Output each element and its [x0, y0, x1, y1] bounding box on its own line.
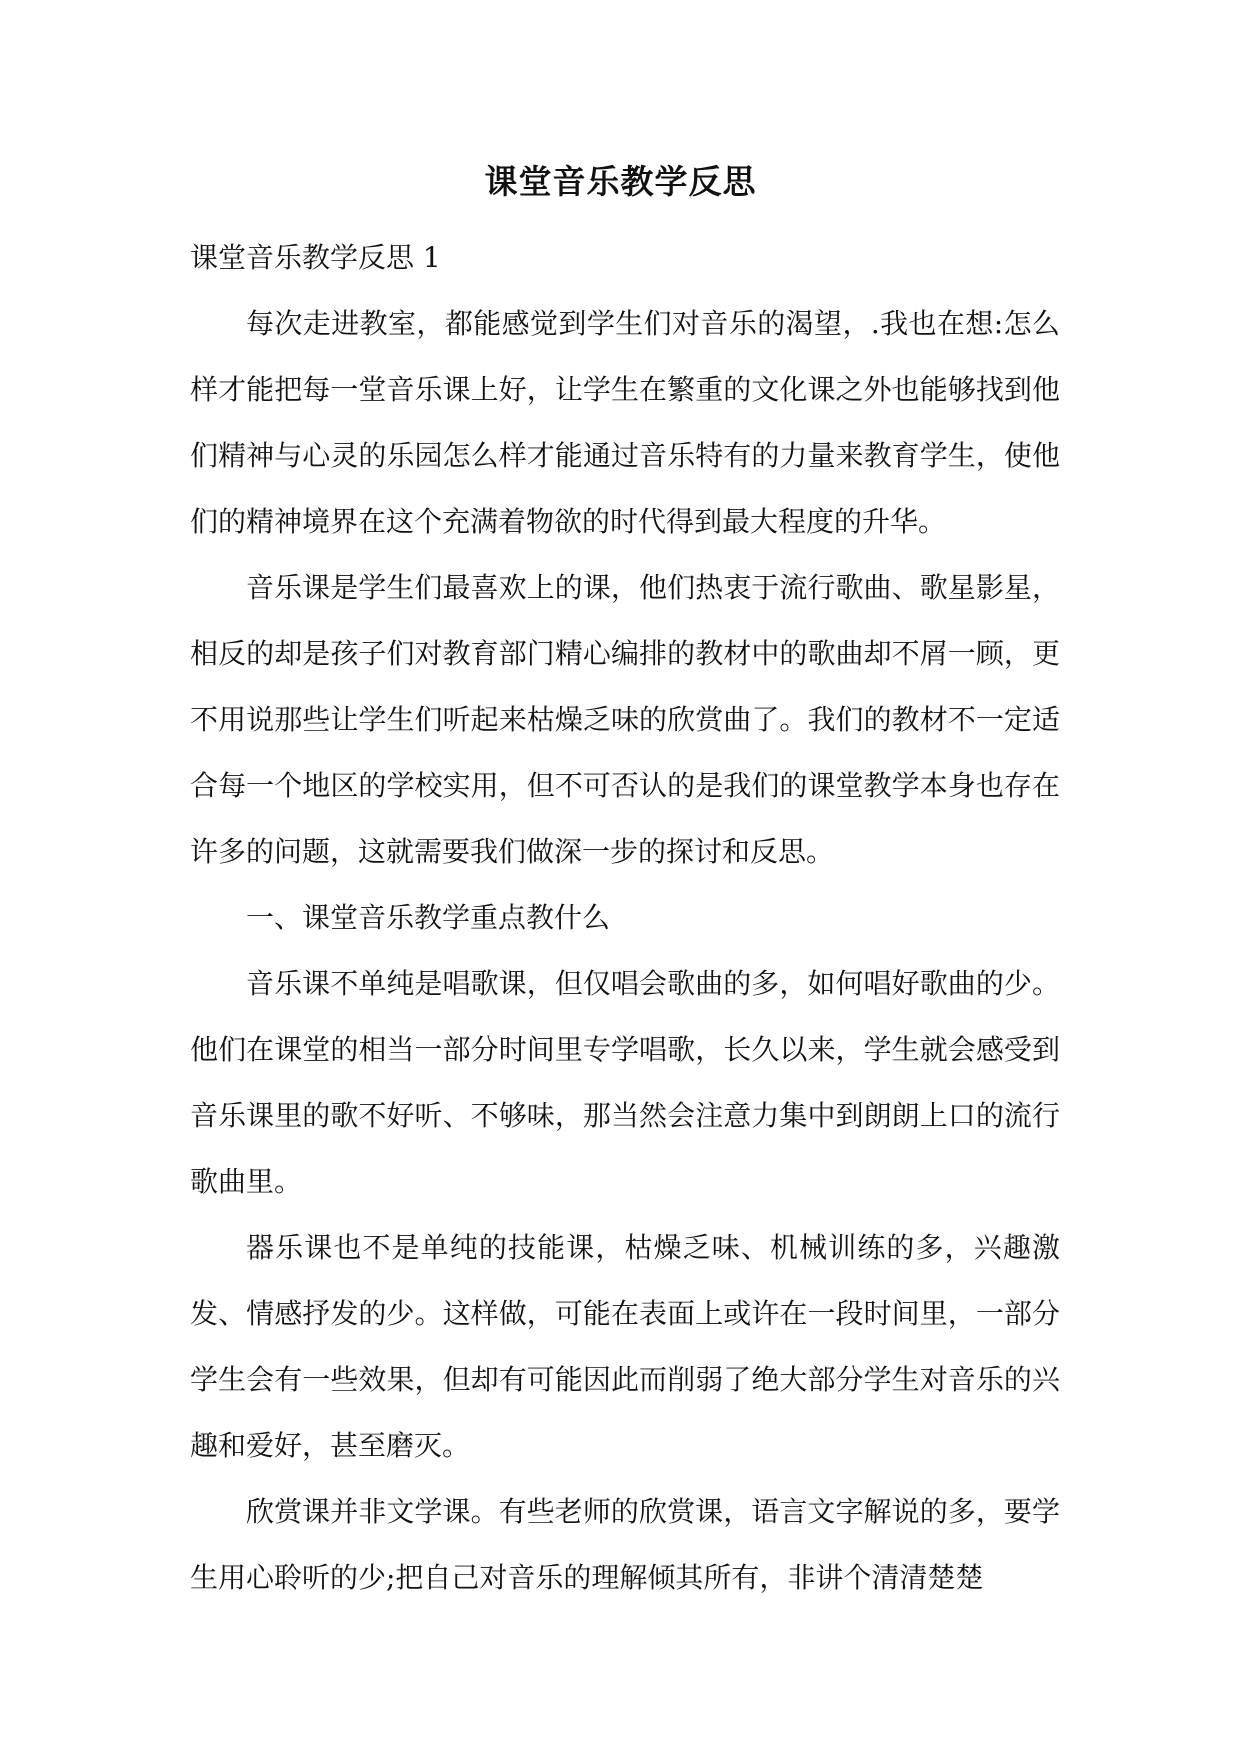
document-title: 课堂音乐教学反思 [484, 162, 757, 201]
section-heading: 课堂音乐教学反思 1 [190, 241, 441, 274]
paragraph: 器乐课也不是单纯的技能课，枯燥乏味、机械训练的多，兴趣激发、情感抒发的少。这样做，可能在表面上或许在一段时间里，一部分学生会有一些效果，但却有可能因此而削弱了绝大部分学生对音乐的兴趣和爱好，甚至磨灭。 [190, 1231, 1060, 1462]
paragraph: 每次走进教室，都能感觉到学生们对音乐的渴望，.我也在想:怎么样才能把每一堂音乐课上好，让学生在繁重的文化课之外也能够找到他们精神与心灵的乐园怎么样才能通过音乐特有的力量来教育学生，使他们的精神境界在这个充满着物欲的时代得到最大程度的升华。 [190, 307, 1060, 538]
paragraph: 音乐课不单纯是唱歌课，但仅唱会歌曲的多，如何唱好歌曲的少。他们在课堂的相当一部分时间里专学唱歌，长久以来，学生就会感受到音乐课里的歌不好听、不够味，那当然会注意力集中到朗朗上口的流行歌曲里。 [190, 967, 1060, 1198]
document-body [190, 225, 1060, 1611]
subheading: 一、课堂音乐教学重点教什么 [246, 901, 611, 934]
paragraph: 音乐课是学生们最喜欢上的课，他们热衷于流行歌曲、歌星影星，相反的却是孩子们对教育部门精心编排的教材中的歌曲却不屑一顾，更不用说那些让学生们听起来枯燥乏味的欣赏曲了。我们的教材不一定适合每一个地区的学校实用，但不可否认的是我们的课堂教学本身也存在许多的问题，这就需要我们做深一步的探讨和反思。 [190, 571, 1060, 868]
paragraph: 欣赏课并非文学课。有些老师的欣赏课，语言文字解说的多，要学生用心聆听的少;把自己对音乐的理解倾其所有，非讲个清清楚楚 [190, 1495, 1060, 1594]
